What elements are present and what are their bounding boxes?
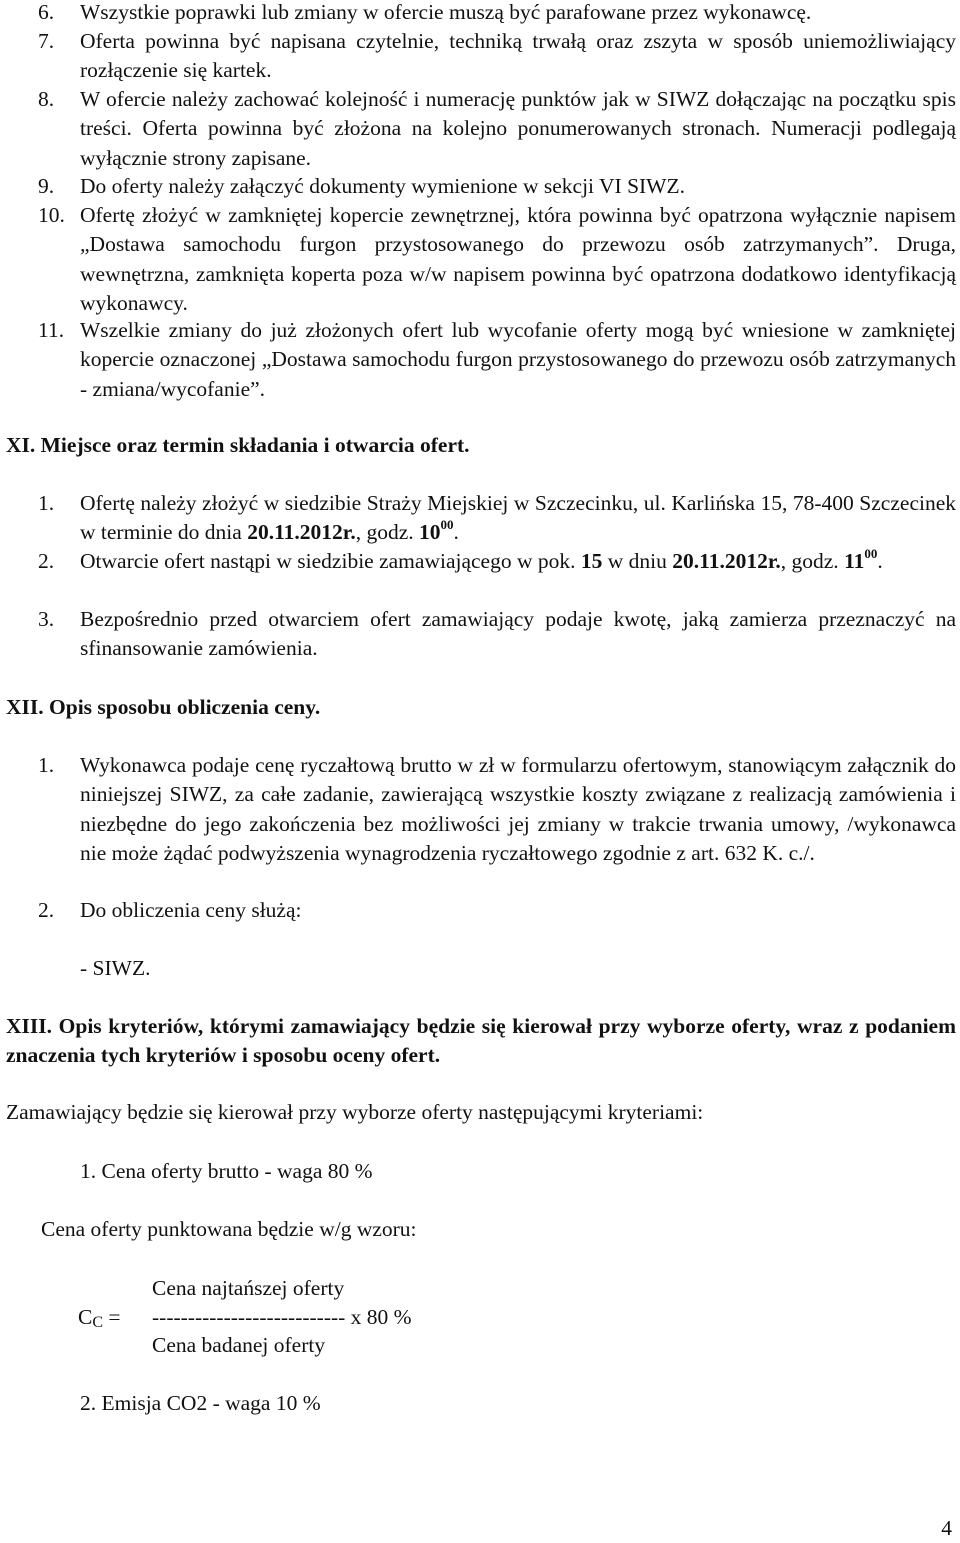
formula-numerator: Cena najtańszej oferty — [152, 1276, 345, 1300]
item-number: 1. — [38, 753, 55, 777]
item-text: Bezpośrednio przed otwarciem ofert zamawiający podaje kwotę, jaką zamierza przeznaczyć na sfinansowanie zamówienia. — [80, 607, 956, 661]
formula-intro: Cena oferty punktowana będzie w/g wzoru: — [41, 1217, 417, 1241]
criteria-intro: Zamawiający będzie się kierował przy wyborze oferty następującymi kryteriami: — [6, 1100, 704, 1124]
item-text: Do oferty należy załączyć dokumenty wymienione w sekcji VI SIWZ. — [80, 174, 685, 198]
list-item — [38, 85, 956, 173]
item-number: 9. — [38, 174, 55, 198]
item-number: 2. — [38, 549, 55, 573]
item-number: 7. — [38, 29, 55, 53]
list-item — [38, 172, 956, 201]
list-item — [38, 201, 956, 319]
list-item — [38, 489, 956, 548]
section-heading-xii: XII. Opis sposobu obliczenia ceny. — [6, 695, 321, 719]
item-text: W ofercie należy zachować kolejność i numerację punktów jak w SIWZ dołączając na początku spis treści. Oferta powinna być złożona na kolejno ponumerowanych stronach. Numeracji podlegają wyłącznie strony zapisane. — [80, 87, 956, 170]
item-text: Wszystkie poprawki lub zmiany w ofercie muszą być parafowane przez wykonawcę. — [80, 0, 812, 24]
item-text: Ofertę złożyć w zamkniętej kopercie zewnętrznej, która powinna być opatrzona wyłącznie napisem „Dostawa samochodu furgon przystosowanego do przewozu osób zatrzymanych”. Druga, wewnętrzna, zamknięta koperta poza w/w napisem powinna być opatrzona dodatkowo identyfikacją wykonawcy. — [80, 203, 956, 316]
siwz-line: - SIWZ. — [80, 956, 151, 980]
section-heading-xiii: XIII. Opis kryteriów, którymi zamawiający będzie się kierował przy wyborze oferty, wraz z podaniem znaczenia tych kryteriów i sposobu oceny ofert. — [6, 1014, 956, 1068]
item-text: Oferta powinna być napisana czytelnie, techniką trwałą oraz zszyta w sposób uniemożliwiający rozłączenie się kartek. — [80, 29, 956, 83]
list-item — [38, 751, 956, 869]
formula-denominator: Cena badanej oferty — [152, 1333, 326, 1357]
list-item — [38, 605, 956, 664]
formula-fraction-line: --------------------------- x 80 % — [152, 1305, 412, 1329]
list-item — [38, 896, 956, 925]
item-number: 6. — [38, 0, 55, 24]
item-number: 8. — [38, 87, 55, 111]
page-number: 4 — [941, 1516, 952, 1540]
item-text: Do obliczenia ceny służą: — [80, 898, 302, 922]
item-text: Wykonawca podaje cenę ryczałtową brutto w zł w formularzu ofertowym, stanowiącym załącznik do niniejszej SIWZ, za całe zadanie, zawierającą wszystkie koszty związane z realizacją zamówienia i niezbędne do jego zakończenia bez możliwości jej zmiany w trakcie trwania umowy, /wykonawca nie może żądać podwyższenia wynagrodzenia ryczałtowego zgodnie z art. 632 K. c./. — [80, 753, 956, 866]
item-number: 2. — [38, 898, 55, 922]
list-item — [38, 27, 956, 86]
formula-symbol: CC = — [78, 1305, 121, 1331]
item-number: 11. — [38, 318, 65, 342]
item-text: Ofertę należy złożyć w siedzibie Straży Miejskiej w Szczecinku, ul. Karlińska 15, 78-400 Szczecinek w terminie do dnia 20.11.2012r., godz. $10^{00}$. — [80, 491, 956, 545]
criterion-co2: 2. Emisja CO2 - waga 10 % — [80, 1391, 321, 1415]
item-number: 10. — [38, 203, 65, 227]
criterion-price: 1. Cena oferty brutto - waga 80 % — [80, 1159, 373, 1183]
item-text: Otwarcie ofert nastąpi w siedzibie zamawiającego w pok. 15 w dniu 20.11.2012r., godz. $11^{00}$. — [80, 545, 883, 573]
item-text: Wszelkie zmiany do już złożonych ofert lub wycofanie oferty mogą być wniesione w zamkniętej kopercie oznaczonej „Dostawa samochodu furgon przystosowanego do przewozu osób zatrzymanych - zmiana/wycofanie”. — [80, 318, 956, 401]
list-item — [38, 316, 956, 404]
list-item — [38, 547, 956, 576]
item-number: 1. — [38, 491, 55, 515]
item-number: 3. — [38, 607, 55, 631]
section-heading-xi: XI. Miejsce oraz termin składania i otwarcia ofert. — [6, 433, 470, 457]
list-item — [38, 0, 956, 27]
